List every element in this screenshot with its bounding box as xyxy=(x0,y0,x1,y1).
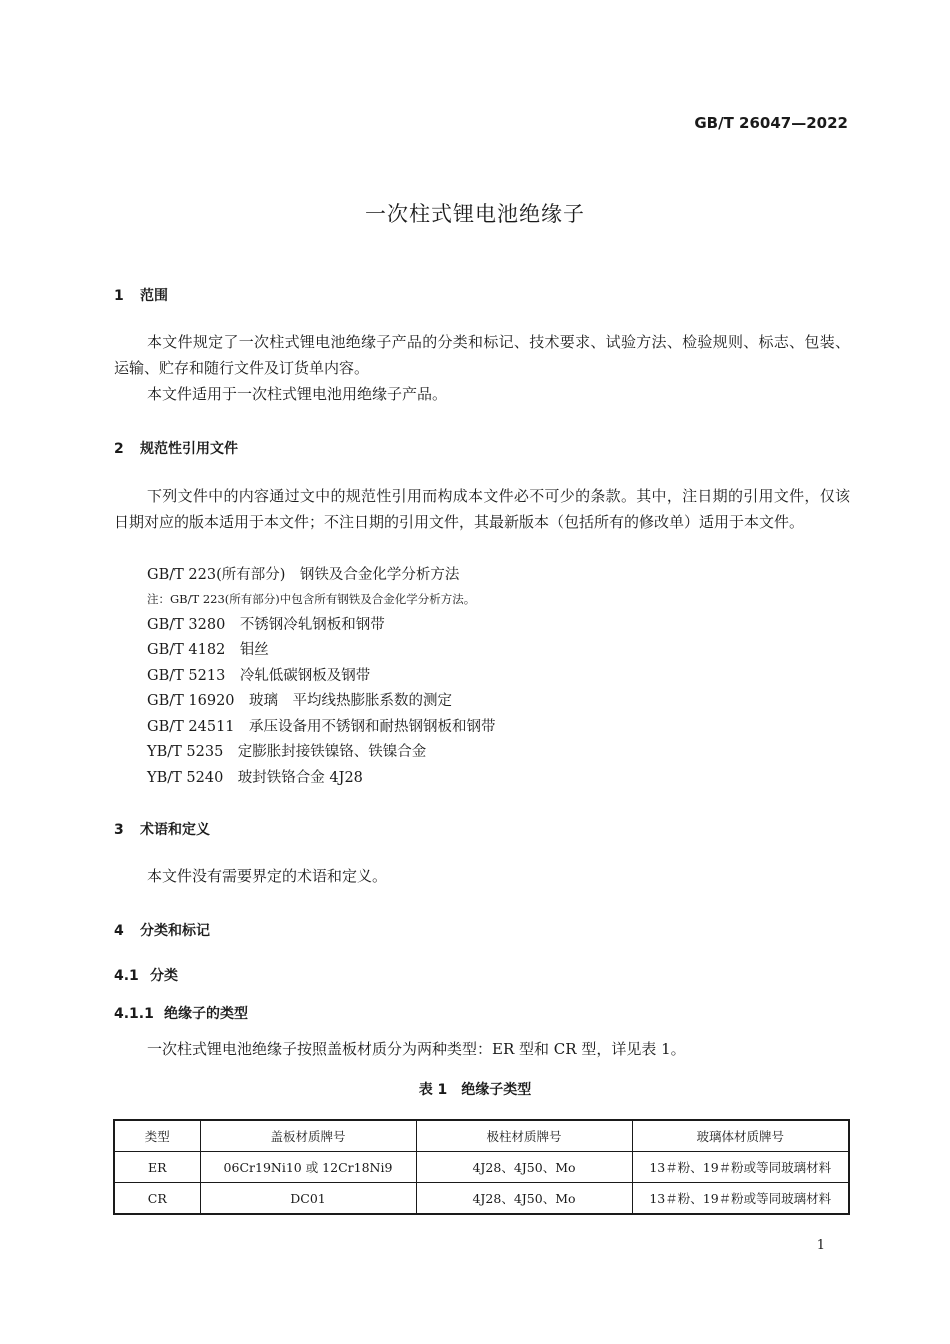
section-3-paragraph: 本文件没有需要界定的术语和定义。 xyxy=(147,867,388,885)
document-title: 一次柱式锂电池绝缘子 xyxy=(365,202,585,226)
reference-code: GB/T 4182 xyxy=(147,642,226,658)
reference-title: 玻封铁铬合金 4J28 xyxy=(237,770,363,786)
section-title: 分类 xyxy=(150,968,178,984)
section-1-paragraph-1: 本文件规定了一次柱式锂电池绝缘子产品的分类和标记、技术要求、试验方法、检验规则、标志、包装、运输、贮存和随行文件及订货单内容。 xyxy=(114,333,850,377)
table-cell: 13＃粉、19＃粉或等同玻璃材料 xyxy=(632,1152,849,1183)
section-4-1-1-paragraph: 一次柱式锂电池绝缘子按照盖板材质分为两种类型：ER 型和 CR 型，详见表 1。 xyxy=(147,1040,686,1058)
table-cell: 13＃粉、19＃粉或等同玻璃材料 xyxy=(632,1183,849,1215)
section-title: 规范性引用文件 xyxy=(140,441,238,457)
reference-code: YB/T 5240 xyxy=(147,770,224,786)
reference-item xyxy=(147,740,426,761)
reference-item xyxy=(147,715,496,736)
page-number: 1 xyxy=(816,1238,825,1253)
reference-code: GB/T 5213 xyxy=(147,668,226,684)
section-2-intro: 下列文件中的内容通过文中的规范性引用而构成本文件必不可少的条款。其中，注日期的引用文件，仅该日期对应的版本适用于本文件；不注日期的引用文件，其最新版本（包括所有的修改单）适用于本文件。 xyxy=(114,487,850,531)
reference-title: 钼丝 xyxy=(239,642,269,658)
table-row xyxy=(114,1152,849,1183)
reference-item xyxy=(147,638,269,659)
reference-item xyxy=(147,689,452,710)
table-cell: ER xyxy=(114,1152,200,1183)
reference-item xyxy=(147,664,370,685)
reference-note: 注：GB/T 223(所有部分)中包含所有钢铁及合金化学分析方法。 xyxy=(147,592,476,606)
reference-title: 不锈钢冷轧钢板和钢带 xyxy=(239,617,385,633)
reference-title: 定膨胀封接铁镍铬、铁镍合金 xyxy=(237,744,427,760)
reference-code: GB/T 223(所有部分) xyxy=(147,567,286,583)
section-number: 1 xyxy=(114,288,124,304)
reference-code: GB/T 16920 xyxy=(147,693,235,709)
standard-code: GB/T 26047—2022 xyxy=(694,114,848,132)
section-1-heading xyxy=(114,285,168,305)
reference-code: YB/T 5235 xyxy=(147,744,224,760)
table-cell: CR xyxy=(114,1183,200,1215)
reference-item xyxy=(147,766,363,787)
insulator-types-table xyxy=(113,1119,850,1215)
section-number: 3 xyxy=(114,822,124,838)
table-header-cell: 盖板材质牌号 xyxy=(200,1120,416,1152)
table-cell: 4J28、4J50、Mo xyxy=(416,1183,632,1215)
section-4-heading xyxy=(114,920,210,940)
reference-item xyxy=(147,563,459,584)
reference-title: 冷轧低碳钢板及钢带 xyxy=(239,668,371,684)
table-header-cell: 极柱材质牌号 xyxy=(416,1120,632,1152)
section-number: 2 xyxy=(114,441,124,457)
table-header-row xyxy=(114,1120,849,1152)
table-cell: 4J28、4J50、Mo xyxy=(416,1152,632,1183)
reference-code: GB/T 3280 xyxy=(147,617,226,633)
reference-code: GB/T 24511 xyxy=(147,719,235,735)
reference-title: 玻璃 平均线热膨胀系数的测定 xyxy=(249,693,453,709)
section-1-paragraph-2: 本文件适用于一次柱式锂电池用绝缘子产品。 xyxy=(147,385,448,403)
section-3-heading xyxy=(114,819,210,839)
table-cell: DC01 xyxy=(200,1183,416,1215)
table-header-cell: 类型 xyxy=(114,1120,200,1152)
section-title: 绝缘子的类型 xyxy=(164,1006,248,1022)
section-title: 范围 xyxy=(140,288,168,304)
section-number: 4.1.1 xyxy=(114,1006,154,1022)
reference-title: 钢铁及合金化学分析方法 xyxy=(299,567,460,583)
section-4-1-heading xyxy=(114,965,178,985)
section-number: 4 xyxy=(114,923,124,939)
section-2-heading xyxy=(114,438,238,458)
section-title: 分类和标记 xyxy=(140,923,210,939)
reference-title: 承压设备用不锈钢和耐热钢钢板和钢带 xyxy=(249,719,496,735)
section-title: 术语和定义 xyxy=(140,822,210,838)
section-number: 4.1 xyxy=(114,968,139,984)
table-header-cell: 玻璃体材质牌号 xyxy=(632,1120,849,1152)
table-cell: 06Cr19Ni10 或 12Cr18Ni9 xyxy=(200,1152,416,1183)
reference-item xyxy=(147,613,385,634)
table-row xyxy=(114,1183,849,1215)
table-caption: 表 1 绝缘子类型 xyxy=(418,1082,532,1098)
section-4-1-1-heading xyxy=(114,1003,248,1023)
